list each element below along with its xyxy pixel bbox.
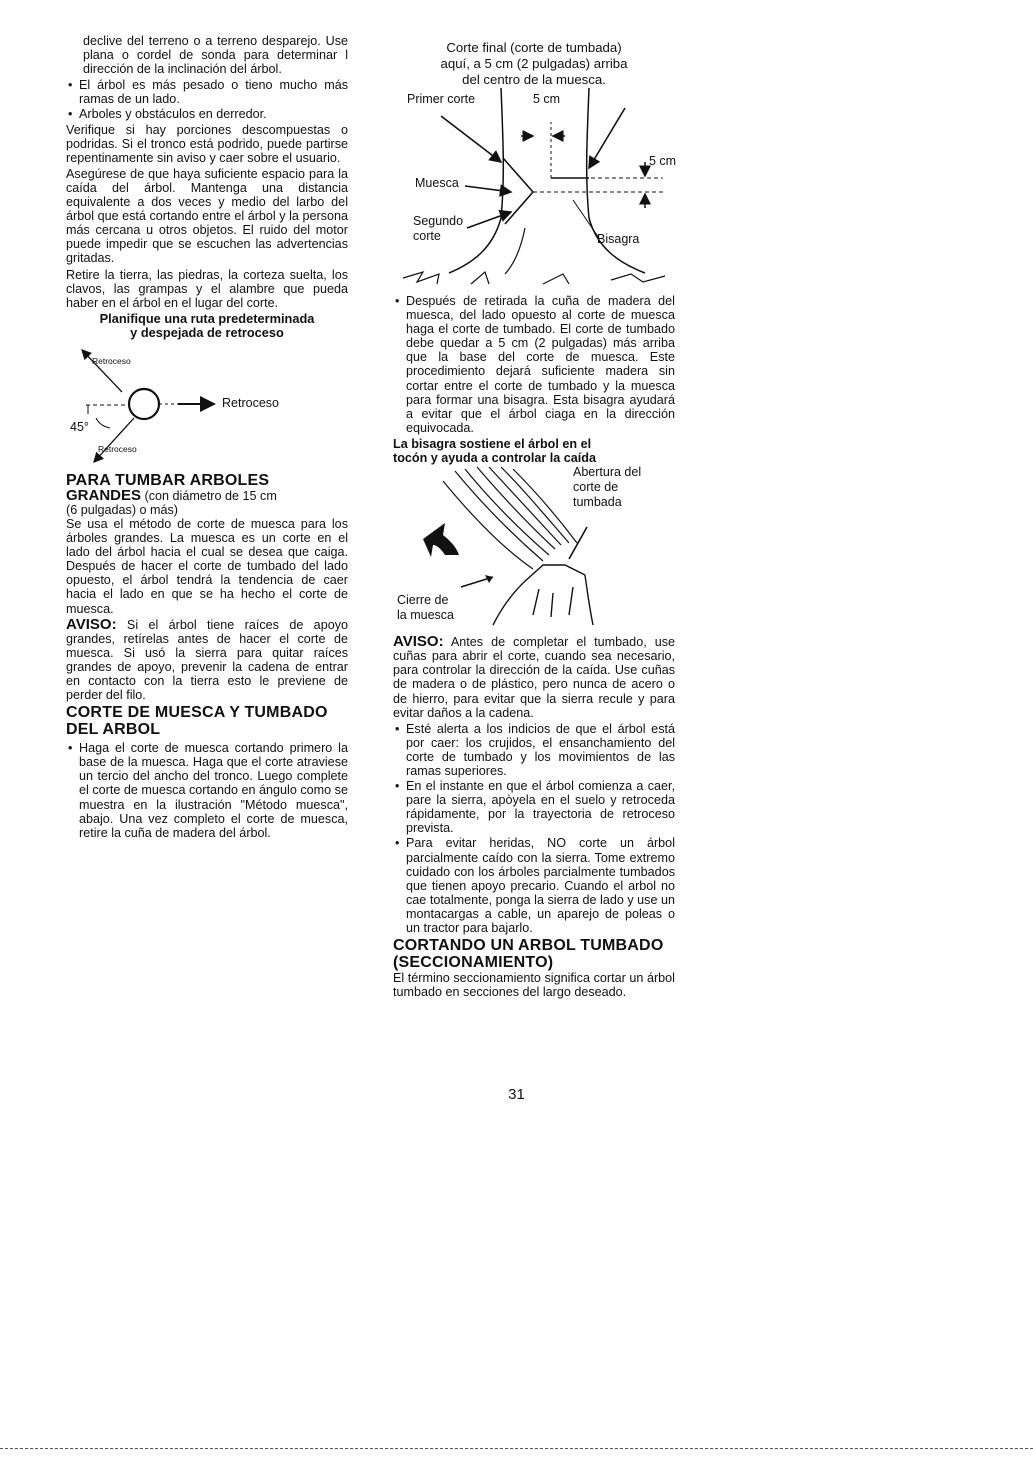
paragraph-verifique: Verifique si hay porciones descompuestas o podridas. Si el tronco está podrido, puede partirse repentinamente sin aviso y caer sobre el usuario.	[66, 122, 348, 165]
aviso-raices	[66, 615, 348, 703]
fall-direction-arrow	[423, 523, 459, 557]
heading-corte-muesca	[66, 704, 348, 738]
page-number: 31	[508, 1086, 525, 1103]
aviso-text: Si el árbol tiene raíces de apoyo grandes, retírelas antes de hacer el corte de muesca. Si usó la sierra para quitar raíces grandes de apoyo, prevenir la cadena de entrar en contacto con la tierra esto le previene de perder del filo.	[66, 617, 348, 703]
heading-corte-line-1: CORTE DE MUESCA Y TUMBADO	[66, 704, 328, 722]
label-retroceso-top: Retroceso	[92, 355, 131, 366]
heading-cortando-line-1: CORTANDO UN ARBOL TUMBADO	[393, 937, 664, 955]
label-cierre-line-2: la muesca	[397, 608, 454, 623]
grass-right	[611, 274, 665, 282]
retreat-heading-line-2: y despejada de retroceso	[130, 324, 284, 340]
notch-method-diagram	[393, 88, 675, 288]
caption-line-3: del centro de la muesca.	[462, 72, 606, 87]
retreat-path-diagram	[66, 340, 348, 468]
pointer-primer-corte	[441, 116, 501, 162]
label-bisagra: Bisagra	[597, 232, 640, 246]
notch-figure-caption	[393, 40, 675, 88]
label-retroceso-right: Retroceso	[222, 395, 279, 410]
bottom-rule	[0, 1448, 1033, 1449]
label-5cm-top: 5 cm	[533, 92, 561, 106]
label-cierre-line-1: Cierre de	[397, 593, 449, 608]
left-column	[66, 34, 348, 841]
list-item: • En el instante en que el árbol comienza a caer, pare la sierra, apòyela en el suelo y retroceda rápidamente, por la trayectoria de retroceso prevista.	[393, 779, 675, 835]
label-segundo: Segundo	[413, 214, 464, 228]
label-5cm-right: 5 cm	[649, 154, 677, 168]
bullet-list-despues	[393, 294, 675, 435]
heading-para-tumbar: PARA TUMBAR ARBOLES	[66, 471, 270, 489]
paragraph-asegurese: Asegúrese de que haya suficiente espacio para la caída del árbol. Mantenga una distancia equivalente a dos veces y medio del larbo del árbol que está cortando entre el árbol y la persona más cercana u otros objetos. El ruido del motor puede impedir que se escuchen las advertencias gritadas.	[66, 166, 348, 266]
angle-arc	[96, 418, 110, 428]
pointer-muesca	[465, 186, 511, 192]
list-item: • Esté alerta a los indicios de que el árbol está por caer: los crujidos, el ensanchamiento del corte de tumbado y los movimientos de las ramas superiores.	[393, 722, 675, 778]
list-item: • El árbol es más pesado o tieno mucho más ramas de un lado.	[66, 78, 348, 106]
label-abertura-line-3: tumbada	[573, 495, 622, 510]
tree-circle	[129, 389, 159, 419]
list-item: • Para evitar heridas, NO corte un árbol parcialmente caído con la sierra. Tome extremo cuidado con los árboles parcialmente tumbados que tienen apoyo precario. Cuando el arbol no cae totalmente, ponga la sierra de lado y use un montacargas a cable, un aparejo de poleas o un tractor para bajarlo.	[393, 836, 675, 935]
paragraph-retire: Retire la tierra, las piedras, la corteza suelta, los clavos, las grampas y el alambre que pueda haber en el árbol en el lugar del corte.	[66, 267, 348, 310]
bisagra-heading-line-2: tocón y ayuda a controlar la caída	[393, 451, 596, 466]
root-line	[505, 228, 525, 274]
grandes-line-2: (6 pulgadas) o más)	[66, 502, 178, 517]
label-cierre	[397, 593, 454, 623]
paragraph-metodo: Se usa el método de corte de muesca para los árboles grandes. La muesca es un corte en el lado del árbol hacia el cual se desea que caiga. Después de hacer el corte de tumbado del lado opuesto, el árbol tendrá la tendencia de caer hacia el lado en que se ha hecho el corte de muesca.	[66, 516, 348, 616]
list-item: • Haga el corte de muesca cortando primero la base de la muesca. Haga que el corte atraviese un tercio del ancho del tronco. Luego complete el corte de muesca cortando en ángulo como se muestra en la ilustración "Método muesca", abajo. Una vez completo el corte de muesca, retire la cuña de madera del árbol.	[66, 741, 348, 840]
heading-corte-line-2: DEL ARBOL	[66, 721, 161, 739]
bisagra-heading	[393, 437, 675, 465]
label-abertura-line-2: corte de	[573, 480, 619, 495]
label-angle: 45°	[70, 419, 89, 434]
list-item: • Después de retirada la cuña de madera del muesca, del lado opuesto al corte de muesca haga el corte de tumbado. El corte de tumbado debe quedar a 5 cm (2 pulgadas) más arriba que la base del corte de muesca. Este procedimiento dejará suficiente madera sin cortar entre el corte de tumbado y la muesca para formar una bisagra. Esta bisagra ayudará a evitar que el árbol ciaga en la dirección equivocada.	[393, 294, 675, 435]
paragraph-declive: declive del terreno o a terreno desparejo. Use plana o cordel de sonda para determinar l dirección de la inclinación del árbol.	[83, 34, 348, 77]
subheading-grandes	[66, 486, 348, 504]
aviso-cunas	[393, 635, 675, 720]
grandes-diameter: (con diámetro de 15 cm	[141, 488, 277, 503]
caption-line-1: Corte final (corte de tumbada)	[446, 40, 622, 55]
grass-left	[403, 272, 439, 284]
bisagra-heading-line-1: La bisagra sostiene el árbol en el	[393, 436, 592, 451]
label-abertura-line-1: Abertura del	[573, 465, 642, 480]
bullet-list-corte	[66, 741, 348, 840]
heading-cortando	[393, 937, 675, 971]
paragraph-termino: El término seccionamiento significa cortar un árbol tumbado en secciones del largo deseado.	[393, 971, 675, 1000]
bullet-list-top	[66, 78, 348, 121]
caption-line-2: aquí, a 5 cm (2 pulgadas) arriba	[440, 56, 628, 71]
pointer-final-cut	[589, 108, 625, 168]
label-primer-corte: Primer corte	[407, 92, 476, 106]
falling-trunk	[443, 467, 577, 569]
right-column	[393, 40, 675, 1001]
label-abertura	[573, 465, 641, 510]
hinge-diagram	[393, 465, 675, 633]
aviso-label: AVISO:	[66, 615, 117, 633]
bullet-list-alerta	[393, 722, 675, 935]
grandes-label: GRANDES	[66, 486, 142, 504]
stump	[493, 565, 593, 625]
label-corte: corte	[413, 229, 441, 243]
heading-cortando-line-2: (SECCIONAMIENTO)	[393, 954, 554, 972]
pointer-segundo-corte	[467, 212, 511, 228]
pointer-bisagra	[573, 200, 599, 238]
label-retroceso-bottom: Retroceso	[98, 443, 137, 454]
aviso-text: Antes de completar el tumbado, use cuñas para abrir el corte, cuando sea necesario, para controlar la dirección de la caída. Use cuñas de madera o de plástico, pero nunca de acero o de hierro, para evitar que la sierra recule y para evitar daños a la cadena.	[393, 635, 675, 720]
aviso-label: AVISO:	[393, 633, 444, 651]
list-item: • Arboles y obstáculos en derredor.	[66, 107, 348, 121]
label-muesca: Muesca	[415, 176, 459, 190]
grass-mid	[471, 272, 489, 284]
retreat-heading-line-1: Planifique una ruta predeterminada	[99, 310, 315, 326]
pointer-abertura	[569, 527, 587, 559]
grass-mid-right	[543, 274, 569, 284]
retreat-heading	[66, 312, 348, 340]
